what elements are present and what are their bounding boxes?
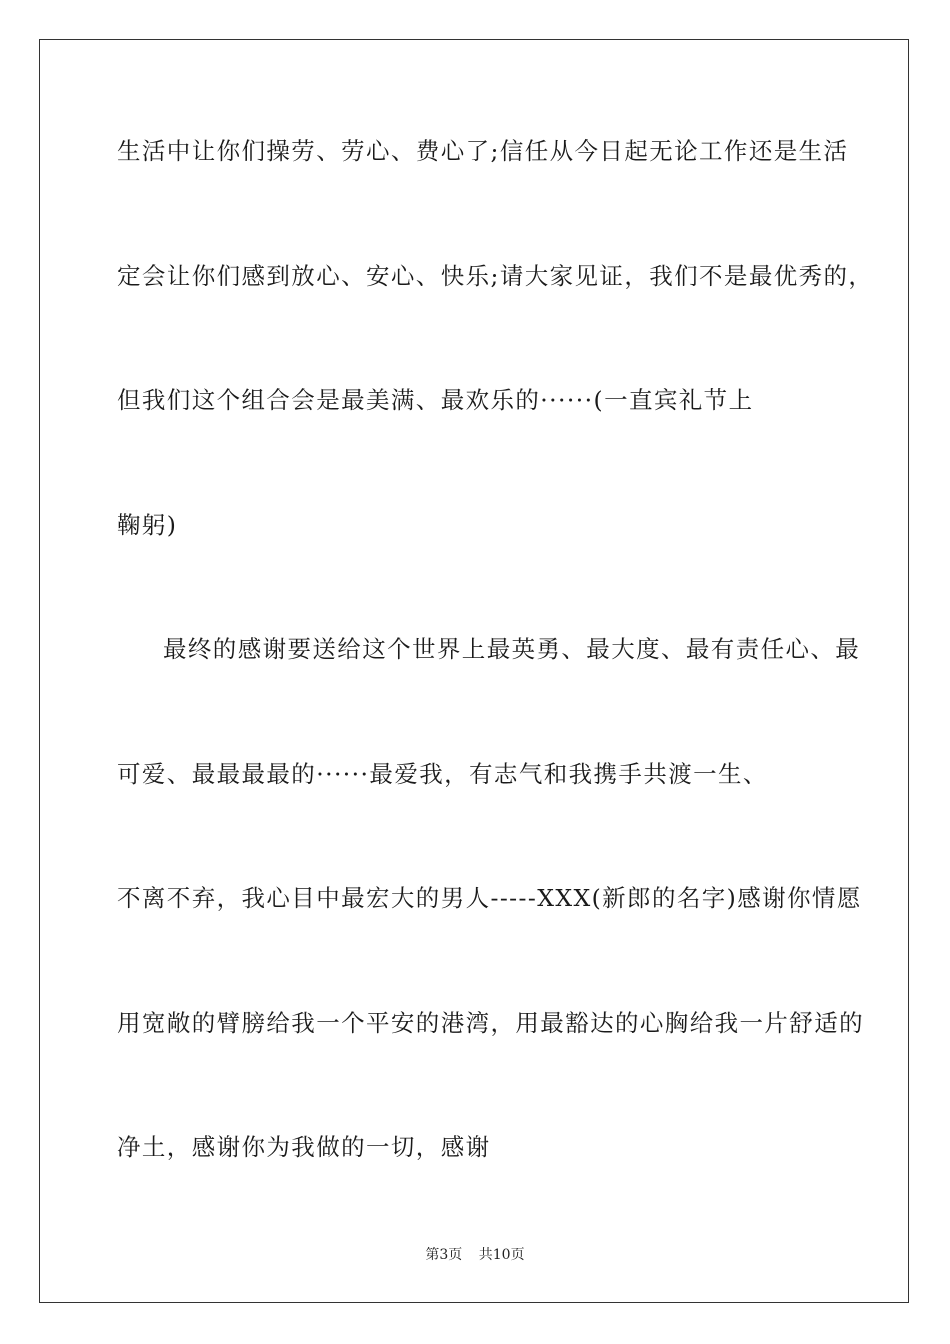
text-line: 生活中让你们操劳、劳心、费心了;信任从今日起无论工作还是生活 [117, 137, 849, 165]
text-line: 定会让你们感到放心、安心、快乐;请大家见证，我们不是最优秀的， [117, 262, 874, 290]
text-line: 净土，感谢你为我做的一切，感谢 [117, 1133, 491, 1161]
page-number: 第3页 [425, 1247, 463, 1263]
text-line: 鞠躬) [117, 511, 178, 539]
page-frame [39, 39, 909, 1303]
page-footer [0, 1246, 950, 1264]
text-line: 可爱、最最最最的······最爱我，有志气和我携手共渡一生、 [117, 760, 768, 788]
text-line: 用宽敞的臂膀给我一个平安的港湾，用最豁达的心胸给我一片舒适的 [117, 1009, 864, 1037]
page-total: 共10页 [478, 1247, 525, 1263]
text-line: 不离不弃，我心目中最宏大的男人-----XXX(新郎的名字)感谢你情愿 [117, 884, 862, 912]
paragraph-start-line: 最终的感谢要送给这个世界上最英勇、最大度、最有责任心、最 [163, 635, 861, 663]
text-line: 但我们这个组合会是最美满、最欢乐的······(一直宾礼节上 [117, 386, 754, 414]
